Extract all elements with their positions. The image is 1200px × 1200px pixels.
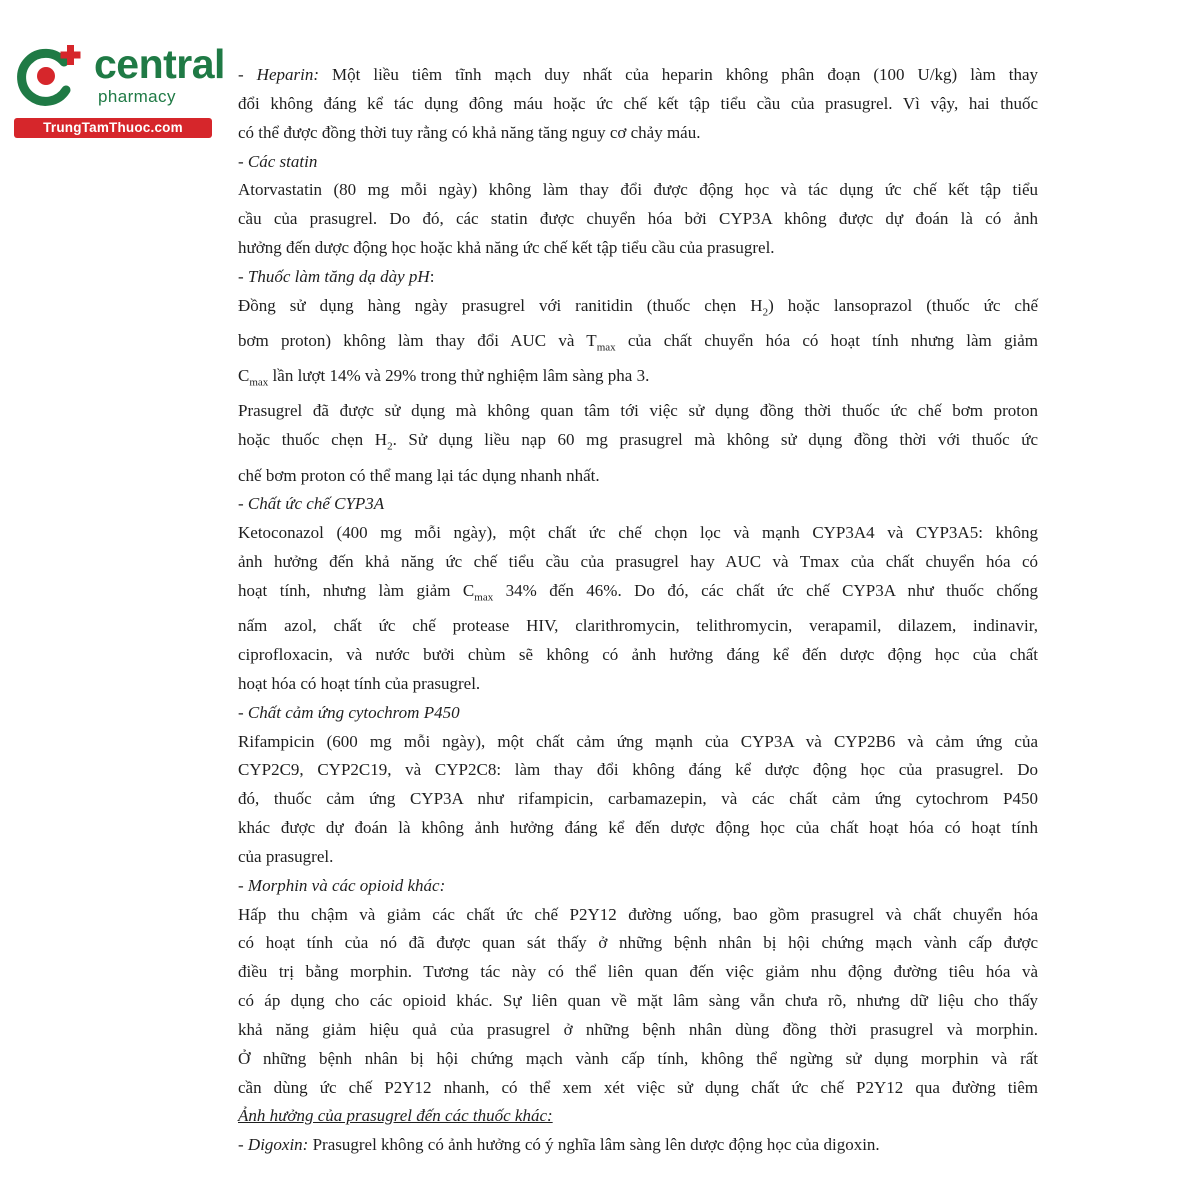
ph-line-6: chế bơm proton có thể mang lại tác dụng nhanh nhất. [238,465,600,485]
heparin-line-3: có thể được đồng thời tuy rằng có khả năng tăng nguy cơ chảy máu. [238,122,701,142]
p450-line-5: của prasugrel. [238,846,334,866]
central-pharmacy-logo [8,36,225,138]
p450-line-3: đó, thuốc cảm ứng CYP3A như rifampicin, carbamazepin, và các chất cảm ứng cytochrom P450 [238,789,1038,809]
ph-text: hoặc thuốc chẹn H [238,430,388,450]
statin-line-2: cầu của prasugrel. Do đó, các statin được chuyển hóa bởi CYP3A không được dự đoán là có ảnh [238,209,1038,229]
ph-text: . Sử dụng liều nạp 60 mg prasugrel mà không sử dụng đồng thời với thuốc ức [392,430,1038,450]
statin-heading: - Các statin [238,151,318,171]
heparin-heading: - Heparin: [238,65,319,84]
p450-line-2: CYP2C9, CYP2C19, và CYP2C8: làm thay đổi không đáng kể dược động học của prasugrel. Do [238,760,1038,780]
morphin-heading: - Morphin và các opioid khác: [238,875,446,895]
cyp3a-heading: - Chất ức chế CYP3A [238,494,385,514]
digoxin-line-1 [238,1131,1038,1160]
statin-line-3: hưởng đến dược động học hoặc khả năng ức chế kết tập tiểu cầu của prasugrel. [238,238,775,258]
subscript: max [474,591,494,604]
cyp3a-text: hoạt tính, nhưng làm giảm C [238,580,475,600]
document-body [238,61,1038,1160]
cyp3a-line-1: Ketoconazol (400 mg mỗi ngày), một chất ức chế chọn lọc và mạnh CYP3A4 và CYP3A5: không [238,523,1038,543]
morphin-line-5: khả năng giảm hiệu quả của prasugrel ở những bệnh nhân dùng đồng thời prasugrel và morphin. [238,1019,1038,1039]
cyp3a-line-3 [238,577,1038,612]
morphin-line-1: Hấp thu chậm và giảm các chất ức chế P2Y12 đường uống, bao gồm prasugrel và chất chuyển hóa [238,904,1038,924]
cyp3a-text: 34% đến 46%. Do đó, các chất ức chế CYP3A như thuốc chống [493,580,1038,600]
subscript: max [596,341,616,354]
ph-heading-colon: : [429,266,435,286]
logo-website-banner: TrungTamThuoc.com [14,118,212,138]
morphin-line-6: Ở những bệnh nhân bị hội chứng mạch vành cấp tính, không thể ngừng sử dụng morphin và rất [238,1048,1038,1068]
morphin-line-3: điều trị bằng morphin. Tương tác này có thể liên quan đến việc giảm nhu động đường tiêu hóa và [238,962,1038,982]
p450-line-1: Rifampicin (600 mg mỗi ngày), một chất cảm ứng mạnh của CYP3A và CYP2B6 và cảm ứng của [238,731,1038,751]
p450-line-4: khác được dự đoán là không ảnh hưởng đáng kể đến dược động học của chất hoạt hóa có hoạt tính [238,818,1038,838]
cyp3a-line-6: hoạt hóa có hoạt tính của prasugrel. [238,673,481,693]
morphin-line-7: cần dùng ức chế P2Y12 nhanh, có thể xem xét việc sử dụng chất ức chế P2Y12 qua đường tiêm [238,1077,1038,1097]
cyp3a-line-2: ảnh hưởng đến khả năng ức chế tiểu cầu của prasugrel hay AUC và Tmax của chất chuyển hóa có [238,552,1038,572]
statin-line-1: Atorvastatin (80 mg mỗi ngày) không làm thay đổi được động học và tác dụng ức chế kết tập tiểu [238,180,1038,200]
heparin-text: Một liều tiêm tĩnh mạch duy nhất của heparin không phân đoạn (100 U/kg) làm thay [319,65,1038,84]
ph-text: lần lượt 14% và 29% trong thử nghiệm lâm sàng pha 3. [268,366,650,386]
morphin-line-4: có áp dụng cho các opioid khác. Sự liên quan về mặt lâm sàng vẫn chưa rõ, nhưng dữ liệu cho thấy [238,991,1038,1011]
ph-text: Đồng sử dụng hàng ngày prasugrel với ranitidin (thuốc chẹn H [238,295,763,315]
digoxin-text: Prasugrel không có ảnh hưởng có ý nghĩa lâm sàng lên dược động học của digoxin. [308,1135,880,1155]
logo-brand-subtitle: pharmacy [98,87,176,106]
subscript: max [249,376,269,389]
ph-line-1 [238,292,1038,327]
effects-heading: Ảnh hưởng của prasugrel đến các thuốc khác: [238,1106,553,1126]
ph-line-2 [238,327,1038,362]
ph-line-5 [238,426,1038,461]
subscript: 2 [387,440,393,453]
cyp3a-line-5: ciprofloxacin, và nước bưởi chùm sẽ không có ảnh hưởng đáng kể đến dược động học của chất [238,644,1038,664]
p450-heading: - Chất cảm ứng cytochrom P450 [238,702,460,722]
digoxin-heading: - Digoxin: [238,1135,309,1155]
logo-brand-name: central [94,41,225,87]
ph-line-4: Prasugrel đã được sử dụng mà không quan tâm tới việc sử dụng đồng thời thuốc ức chế bơm proton [238,401,1038,421]
ph-text: của chất chuyển hóa có hoạt tính nhưng làm giảm [615,330,1038,350]
morphin-line-2: có hoạt tính của nó đã được quan sát thấy ở những bệnh nhân bị hội chứng mạch vành cấp được [238,933,1038,953]
ph-line-3 [238,362,1038,397]
ph-text: bơm proton) không làm thay đổi AUC và T [238,330,597,350]
heparin-line-2: đổi không đáng kể tác dụng đông máu hoặc ức chế kết tập tiểu cầu của prasugrel. Vì vậy, hai thuốc [238,93,1038,113]
heparin-line-1 [238,61,1038,90]
ph-heading: - Thuốc làm tăng dạ dày pH [238,266,430,286]
cyp3a-line-4: nấm azol, chất ức chế protease HIV, clarithromycin, telithromycin, verapamil, dilazem, indinavir, [238,616,1038,636]
ph-text: ) hoặc lansoprazol (thuốc ức chế [768,295,1038,315]
ph-text: C [238,366,250,386]
subscript: 2 [762,306,769,319]
ph-heading-line [238,263,1038,292]
central-logo-icon [12,40,84,112]
